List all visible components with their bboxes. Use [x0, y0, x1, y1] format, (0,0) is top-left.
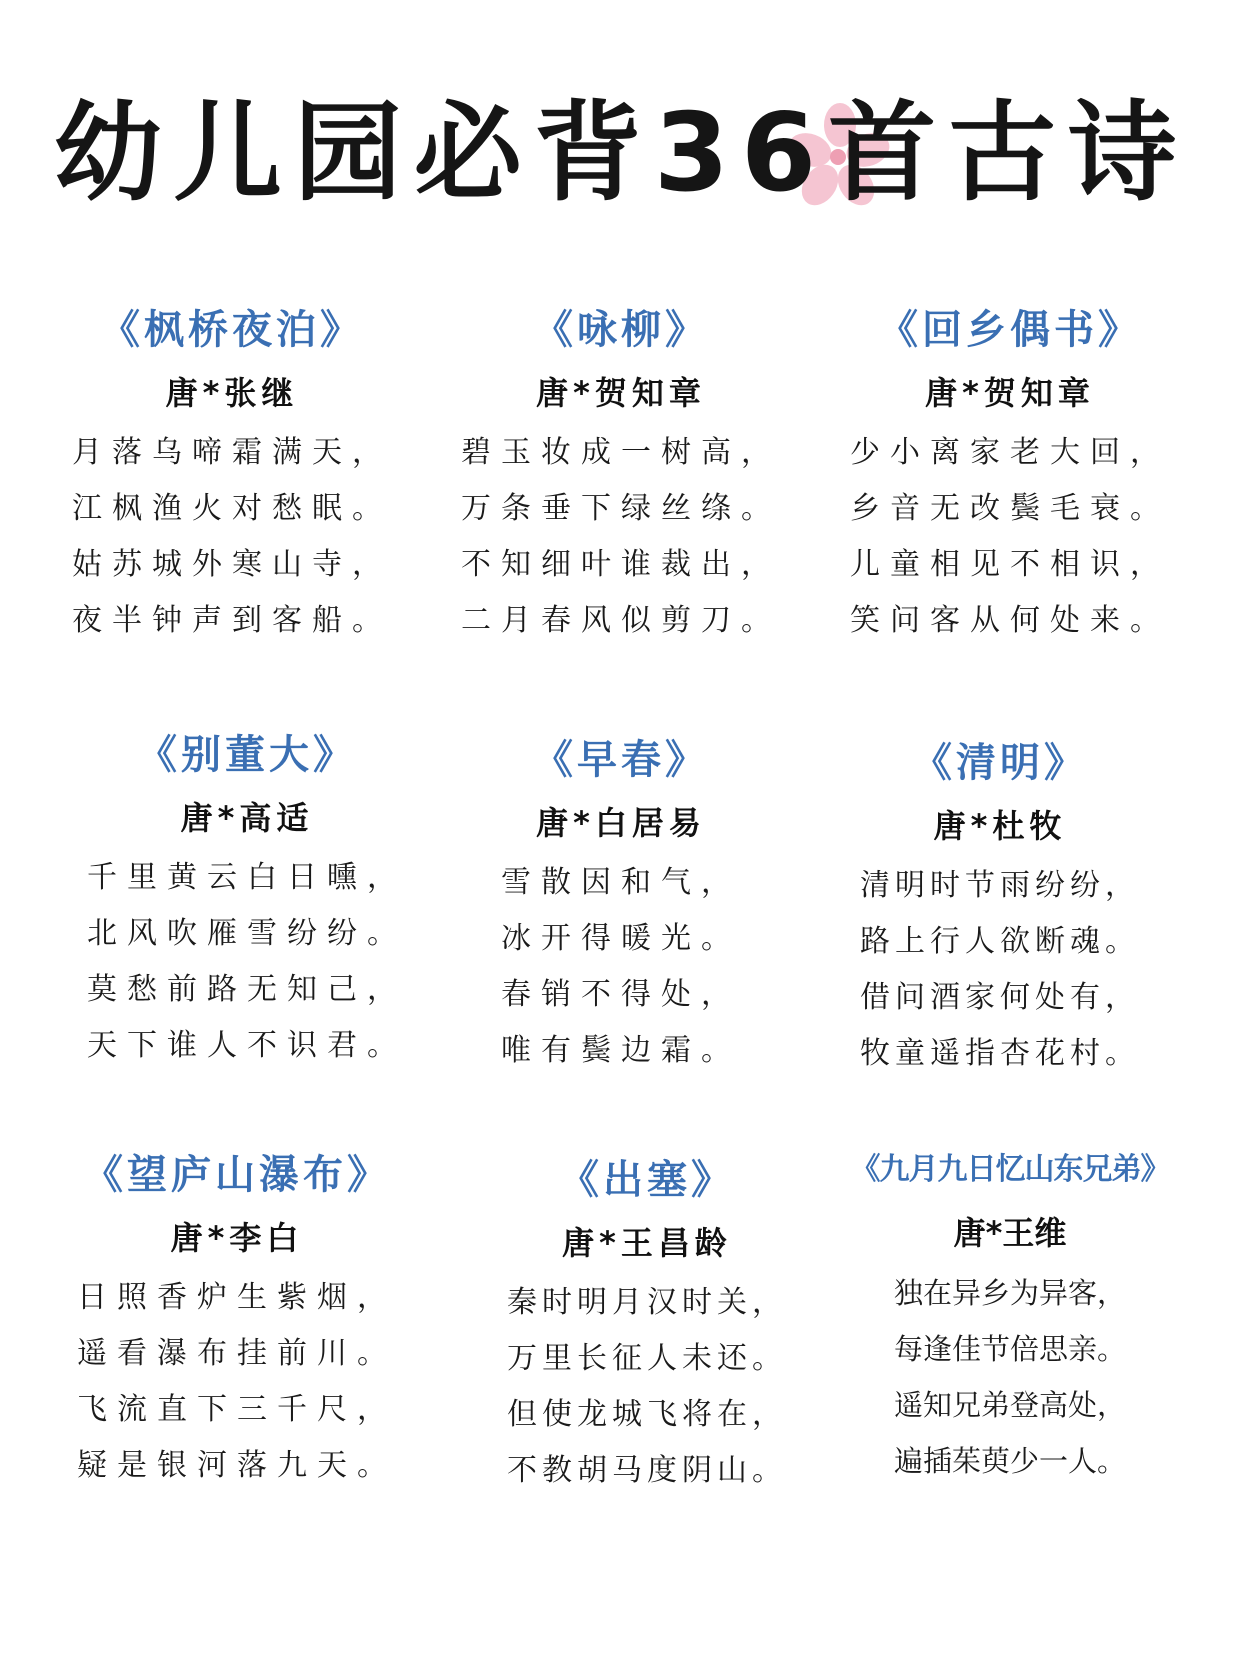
poem-title: 《望庐山瀑布》: [83, 1152, 391, 1198]
poem-author: 唐*张继: [165, 374, 299, 412]
poem-line: 万里长征人未还。: [507, 1341, 787, 1376]
poem-lines: [414, 855, 828, 1079]
poem-line: 遥知兄弟登高处，: [893, 1388, 1126, 1422]
poem-card: [793, 728, 1207, 1082]
poem-lines: [803, 425, 1217, 649]
poem-line: 少小离家老大回，: [850, 435, 1170, 470]
poem-line: 疑是银河落九天。: [77, 1448, 397, 1483]
poem-author: 唐*杜牧: [933, 807, 1067, 845]
poem-line: 碧玉妆成一树高，: [461, 435, 781, 470]
poem-line: 不知细叶谁裁出，: [461, 547, 781, 582]
poem-title: 《回乡偶书》: [878, 307, 1142, 353]
poem-line: 雪散因和气，: [501, 865, 741, 900]
poem-line: 姑苏城外寒山寺，: [72, 547, 392, 582]
poem-line: 儿童相见不相识，: [850, 547, 1170, 582]
poem-line: 春销不得处，: [501, 977, 741, 1012]
poem-card: [25, 295, 439, 649]
poem-line: 日照香炉生紫烟，: [77, 1280, 397, 1315]
poem-author: 唐*李白: [170, 1219, 304, 1257]
poem-lines: [30, 1270, 444, 1494]
poem-author: 唐*王昌龄: [562, 1224, 732, 1262]
poem-line: 冰开得暖光。: [501, 921, 741, 956]
poem-card: [440, 1145, 854, 1499]
poem-line: 遍插茱萸少一人。: [893, 1444, 1126, 1478]
poem-line: 莫愁前路无知己，: [87, 972, 407, 1007]
poem-title: 《咏柳》: [533, 307, 709, 353]
poem-lines: [414, 425, 828, 649]
poem-lines: [803, 1265, 1217, 1489]
poem-line: 清明时节雨纷纷，: [860, 868, 1140, 903]
poem-title: 《早春》: [533, 737, 709, 783]
poem-author: 唐*贺知章: [925, 374, 1095, 412]
poem-line: 路上行人欲断魂。: [860, 924, 1140, 959]
poem-line: 夜半钟声到客船。: [72, 603, 392, 638]
poem-lines: [440, 1275, 854, 1499]
poem-author: 唐*高适: [180, 799, 314, 837]
poem-line: 万条垂下绿丝绦。: [461, 491, 781, 526]
poem-title: 《出塞》: [559, 1157, 735, 1203]
poem-line: 月落乌啼霜满天，: [72, 435, 392, 470]
poem-line: 二月春风似剪刀。: [461, 603, 781, 638]
poem-line: 千里黄云白日曛，: [87, 860, 407, 895]
poem-line: 但使龙城飞将在，: [507, 1397, 787, 1432]
poem-line: 唯有鬓边霜。: [501, 1033, 741, 1068]
poem-card: [414, 725, 828, 1079]
poem-line: 天下谁人不识君。: [87, 1028, 407, 1063]
poem-card: [803, 1135, 1217, 1489]
poem-card: [30, 1140, 444, 1494]
page-title: 幼儿园必背36首古诗: [53, 91, 1189, 216]
poem-line: 北风吹雁雪纷纷。: [87, 916, 407, 951]
poem-line: 不教胡马度阴山。: [507, 1453, 787, 1488]
poem-line: 笑问客从何处来。: [850, 603, 1170, 638]
poem-line: 遥看瀑布挂前川。: [77, 1336, 397, 1371]
poem-card: [40, 720, 454, 1074]
poem-lines: [40, 850, 454, 1074]
poem-title: 《别董大》: [137, 732, 357, 778]
poem-line: 江枫渔火对愁眠。: [72, 491, 392, 526]
poem-line: 牧童遥指杏花村。: [860, 1036, 1140, 1071]
poem-author: 唐*白居易: [536, 804, 706, 842]
poem-line: 独在异乡为异客，: [893, 1276, 1126, 1310]
poem-card: [414, 295, 828, 649]
poem-author: 唐*王维: [953, 1214, 1067, 1252]
poem-author: 唐*贺知章: [536, 374, 706, 412]
poem-lines: [793, 858, 1207, 1082]
poem-title: 《九月九日忆山东兄弟》: [850, 1152, 1170, 1187]
poem-card: [803, 295, 1217, 649]
poem-lines: [25, 425, 439, 649]
poem-title: 《清明》: [912, 740, 1088, 786]
poem-title: 《枫桥夜泊》: [100, 307, 364, 353]
poem-line: 每逢佳节倍思亲。: [893, 1332, 1126, 1366]
poem-line: 乡音无改鬓毛衰。: [850, 491, 1170, 526]
poem-line: 飞流直下三千尺，: [77, 1392, 397, 1427]
poem-line: 秦时明月汉时关，: [507, 1285, 787, 1320]
poem-line: 借问酒家何处有，: [860, 980, 1140, 1015]
